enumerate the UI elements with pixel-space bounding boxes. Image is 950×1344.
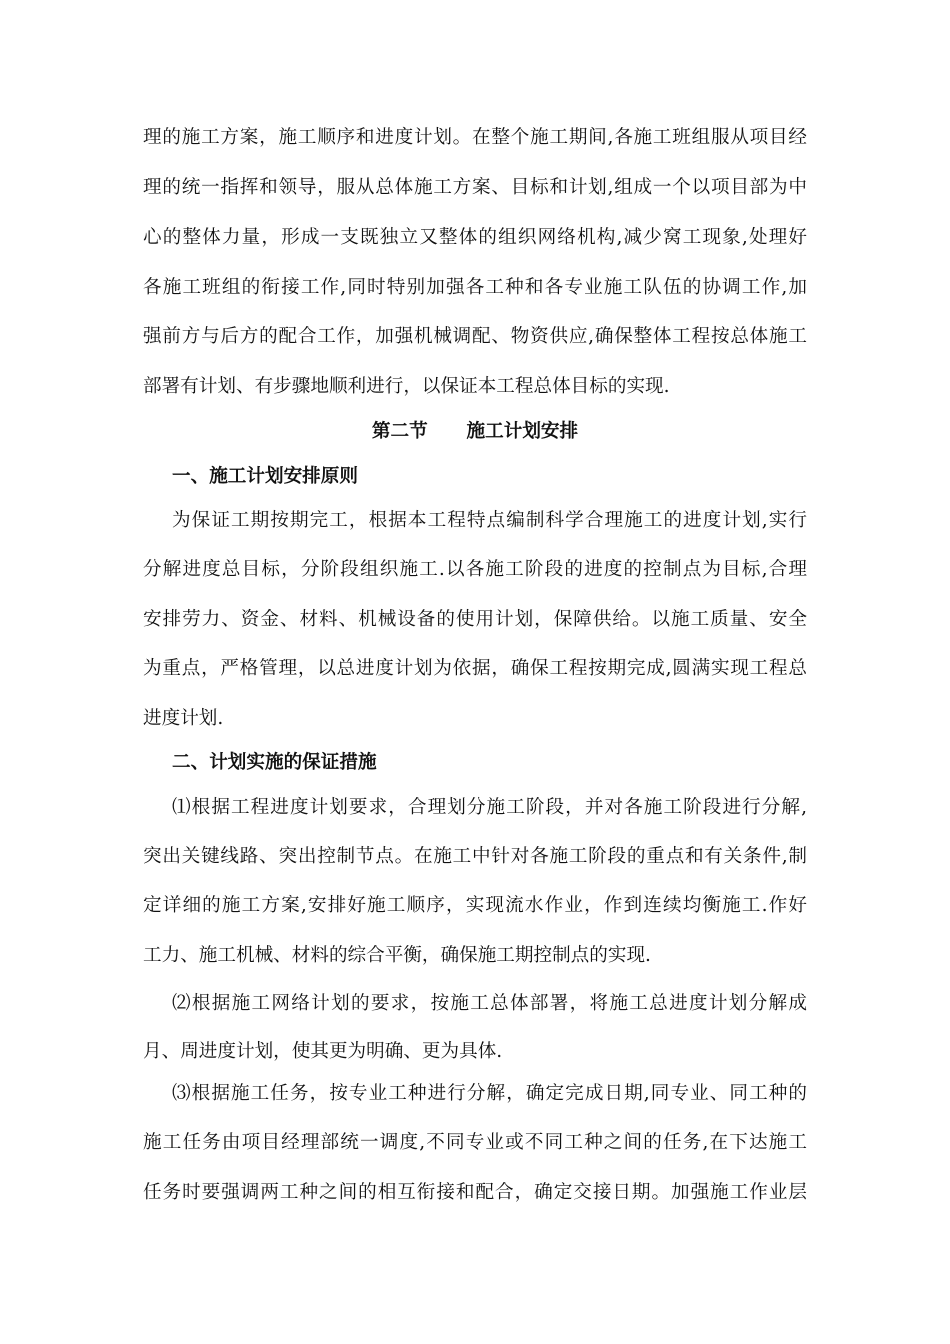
item-1-line-2: 突出关键线路、突出控制节点。在施工中针对各施工阶段的重点和有关条件,制 bbox=[143, 846, 807, 867]
item-3-line-1: ⑶根据施工任务，按专业工种进行分解，确定完成日期,同专业、同工种的 bbox=[172, 1083, 807, 1104]
intro-line-6: 部署有计划、有步骤地顺利进行，以保证本工程总体目标的实现. bbox=[143, 376, 670, 397]
item-3-line-3: 任务时要强调两工种之间的相互衔接和配合，确定交接日期。加强施工作业层 bbox=[143, 1182, 807, 1203]
subsection-1-line-5: 进度计划. bbox=[143, 708, 224, 729]
section-number: 第二节 bbox=[371, 421, 428, 442]
item-2-line-2: 月、周进度计划，使其更为明确、更为具体. bbox=[143, 1041, 503, 1062]
section-name: 施工计划安排 bbox=[466, 421, 579, 442]
item-3-line-2: 施工任务由项目经理部统一调度,不同专业或不同工种之间的任务,在下达施工 bbox=[143, 1132, 807, 1153]
intro-line-2: 理的统一指挥和领导，服从总体施工方案、目标和计划,组成一个以项目部为中 bbox=[143, 177, 807, 198]
item-1-line-3: 定详细的施工方案,安排好施工顺序，实现流水作业，作到连续均衡施工.作好 bbox=[143, 895, 807, 916]
item-1-line-1: ⑴根据工程进度计划要求，合理划分施工阶段，并对各施工阶段进行分解, bbox=[172, 797, 807, 818]
subsection-2-heading: 二、计划实施的保证措施 bbox=[172, 752, 377, 773]
subsection-1-line-3: 安排劳力、资金、材料、机械设备的使用计划，保障供给。以施工质量、安全 bbox=[143, 609, 807, 630]
intro-line-4: 各施工班组的衔接工作,同时特别加强各工种和各专业施工队伍的协调工作,加 bbox=[143, 277, 807, 298]
subsection-1-heading: 一、施工计划安排原则 bbox=[172, 466, 358, 487]
subsection-1-line-4: 为重点，严格管理，以总进度计划为依据，确保工程按期完成,圆满实现工程总 bbox=[143, 658, 807, 679]
subsection-1-line-2: 分解进度总目标，分阶段组织施工.以各施工阶段的进度的控制点为目标,合理 bbox=[143, 559, 807, 580]
subsection-1-line-1: 为保证工期按期完工，根据本工程特点编制科学合理施工的进度计划,实行 bbox=[172, 510, 807, 531]
item-2-line-1: ⑵根据施工网络计划的要求，按施工总体部署，将施工总进度计划分解成 bbox=[172, 993, 807, 1014]
intro-line-1: 理的施工方案，施工顺序和进度计划。在整个施工期间,各施工班组服从项目经 bbox=[143, 127, 807, 148]
intro-line-3: 心的整体力量，形成一支既独立又整体的组织网络机构,减少窝工现象,处理好 bbox=[143, 227, 807, 248]
item-1-line-4: 工力、施工机械、材料的综合平衡，确保施工期控制点的实现. bbox=[143, 945, 651, 966]
intro-line-5: 强前方与后方的配合工作，加强机械调配、物资供应,确保整体工程按总体施工 bbox=[143, 326, 807, 347]
section-title bbox=[0, 419, 950, 445]
